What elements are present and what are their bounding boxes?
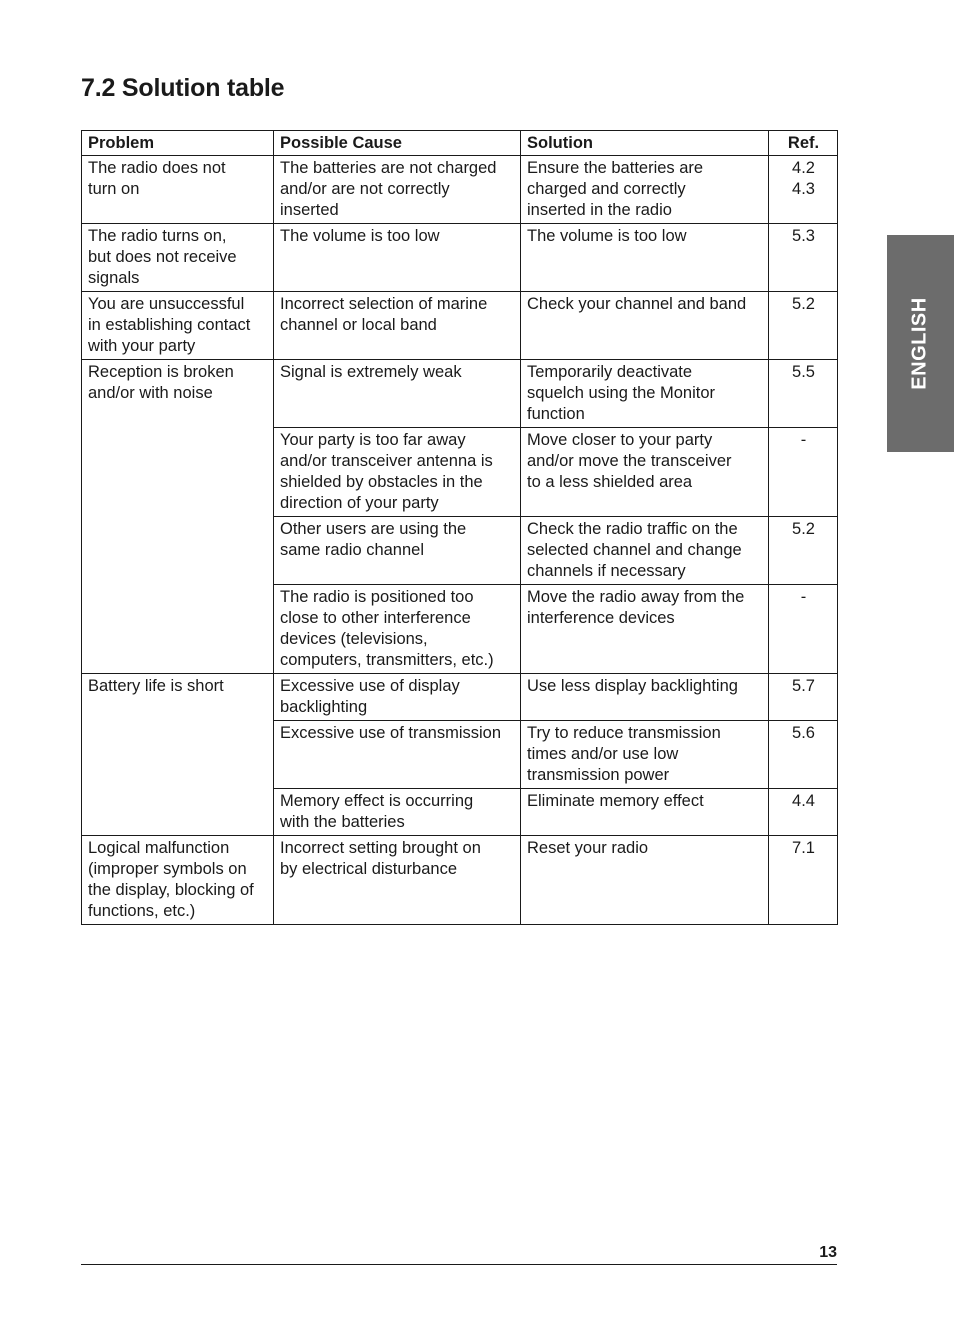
- solution-table: [81, 130, 838, 925]
- cause-cell: Incorrect setting brought on by electrical disturbance: [274, 836, 521, 925]
- header-solution: Solution: [521, 131, 769, 156]
- solution-cell: Check your channel and band: [521, 292, 769, 360]
- language-tab: [887, 235, 954, 452]
- table-header-row: [82, 131, 838, 156]
- problem-cell: Reception is broken and/or with noise: [82, 360, 274, 674]
- solution-cell: Eliminate memory effect: [521, 789, 769, 836]
- footer-divider: [81, 1264, 837, 1265]
- solution-cell: Temporarily deactivate squelch using the Monitor function: [521, 360, 769, 428]
- cause-cell: Your party is too far away and/or transceiver antenna is shielded by obstacles in the direction of your party: [274, 428, 521, 517]
- header-ref: Ref.: [769, 131, 838, 156]
- solution-cell: Move closer to your party and/or move the transceiver to a less shielded area: [521, 428, 769, 517]
- ref-cell: 5.3: [769, 224, 838, 292]
- ref-cell: -: [769, 585, 838, 674]
- ref-cell: 5.2: [769, 517, 838, 585]
- ref-cell: -: [769, 428, 838, 517]
- solution-cell: Use less display backlighting: [521, 674, 769, 721]
- cause-cell: Other users are using the same radio channel: [274, 517, 521, 585]
- problem-cell: The radio does not turn on: [82, 156, 274, 224]
- cause-cell: Memory effect is occurring with the batteries: [274, 789, 521, 836]
- solution-cell: Ensure the batteries are charged and correctly inserted in the radio: [521, 156, 769, 224]
- table-row: [82, 360, 838, 428]
- problem-cell: Logical malfunction (improper symbols on the display, blocking of functions, etc.): [82, 836, 274, 925]
- language-tab-label: ENGLISH: [909, 297, 931, 390]
- problem-cell: You are unsuccessful in establishing contact with your party: [82, 292, 274, 360]
- table-row: [82, 674, 838, 721]
- ref-cell: 4.2 4.3: [769, 156, 838, 224]
- cause-cell: The volume is too low: [274, 224, 521, 292]
- problem-cell: The radio turns on, but does not receive signals: [82, 224, 274, 292]
- solution-cell: Check the radio traffic on the selected channel and change channels if necessary: [521, 517, 769, 585]
- table-row: [82, 224, 838, 292]
- ref-cell: 5.6: [769, 721, 838, 789]
- cause-cell: Signal is extremely weak: [274, 360, 521, 428]
- table-row: [82, 836, 838, 925]
- cause-cell: Incorrect selection of marine channel or local band: [274, 292, 521, 360]
- cause-cell: The batteries are not charged and/or are not correctly inserted: [274, 156, 521, 224]
- solution-cell: The volume is too low: [521, 224, 769, 292]
- table-row: [82, 156, 838, 224]
- ref-cell: 7.1: [769, 836, 838, 925]
- cause-cell: Excessive use of transmission: [274, 721, 521, 789]
- section-title: 7.2 Solution table: [81, 74, 285, 102]
- cause-cell: Excessive use of display backlighting: [274, 674, 521, 721]
- ref-cell: 5.2: [769, 292, 838, 360]
- ref-cell: 4.4: [769, 789, 838, 836]
- solution-cell: Move the radio away from the interference devices: [521, 585, 769, 674]
- solution-cell: Reset your radio: [521, 836, 769, 925]
- ref-cell: 5.5: [769, 360, 838, 428]
- cause-cell: The radio is positioned too close to other interference devices (televisions, computers, transmitters, etc.): [274, 585, 521, 674]
- header-possible-cause: Possible Cause: [274, 131, 521, 156]
- table-row: [82, 292, 838, 360]
- page-number: 13: [819, 1244, 837, 1261]
- header-problem: Problem: [82, 131, 274, 156]
- ref-cell: 5.7: [769, 674, 838, 721]
- problem-cell: Battery life is short: [82, 674, 274, 836]
- solution-cell: Try to reduce transmission times and/or use low transmission power: [521, 721, 769, 789]
